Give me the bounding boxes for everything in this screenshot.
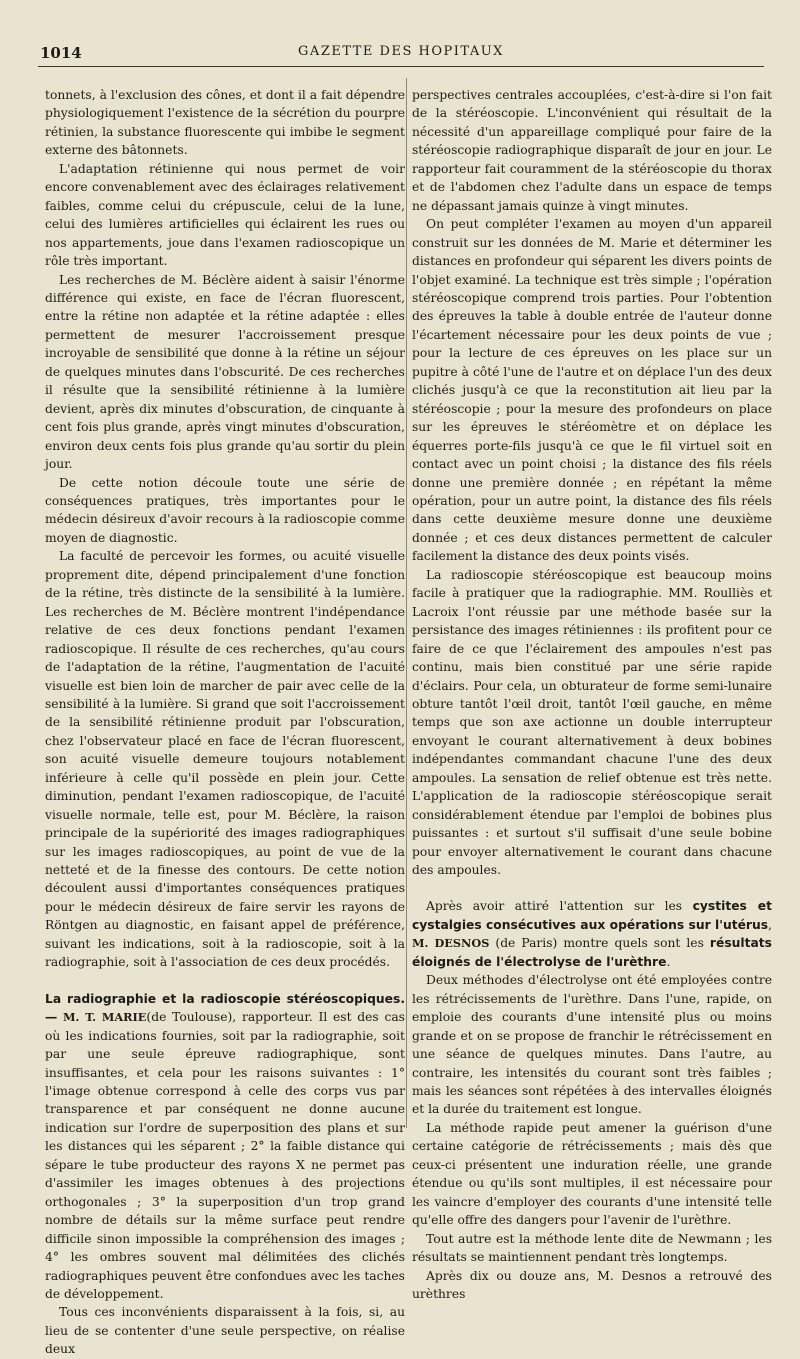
section-text: (de Toulouse), rapporteur. Il est des cas où les indications fournies, soit par la radiographie, soit par une seule épreuve radiographique, sont insuffisantes, et cela pour les raisons suivantes : 1° l'image obtenue correspond à celle des corps vus par transparence et par conséquent ne donne aucune indication sur l'ordre de superposition des plans et sur les distances qui les séparent ; 2° la faible distance qui sépare le tube producteur des rayons X ne permet pas d'assimiler les images obtenues à des projections orthogonales ; 3° la superposition d'un trop grand nombre de détails sur la même surface peut rendre difficile sinon impossible la compréhension des images ; 4° les ombres souvent mal délimitées des clichés radiographiques peuvent être confondues avec les taches de développement. — [45, 1010, 405, 1301]
page-header — [38, 44, 764, 67]
section-paragraph — [45, 990, 405, 1304]
page-number: 1014 — [40, 44, 82, 62]
desnos-intro-paragraph — [412, 897, 772, 971]
column-divider — [406, 78, 407, 1128]
paragraph: Tout autre est la méthode lente dite de Newmann ; les résultats se maintiennent pendant très longtemps. — [412, 1231, 772, 1265]
author-name: M. T. MARIE — [63, 1010, 147, 1025]
paragraph: Tous ces inconvénients disparaissent à la fois, si, au lieu de se contenter d'une seule perspective, on réalise deux — [45, 1305, 405, 1357]
bold-topic: résultats éloignés de l'électrolyse de l'urèthre — [412, 936, 772, 969]
right-column — [412, 86, 772, 1303]
paragraph: L'adaptation rétinienne qui nous permet de voir encore convenablement avec des éclairages relativement faibles, comme celui du crépuscule, celui de la lune, celui des lumières artificielles qui éclairent les rues ou nos appartements, joue dans l'examen radioscopique un rôle très important. — [45, 161, 405, 269]
text-run: . — [666, 954, 671, 969]
left-column — [45, 86, 405, 1359]
paragraph: De cette notion découle toute une série de conséquences pratiques, très importantes pour le médecin désireux d'avoir recours à la radioscopie comme moyen de diagnostic. — [45, 475, 405, 545]
journal-title: GAZETTE DES HOPITAUX — [298, 44, 504, 59]
section-heading: La radiographie et la radioscopie stéréoscopiques. — — [45, 991, 405, 1025]
paragraph: Deux méthodes d'électrolyse ont été employées contre les rétrécissements de l'urèthre. Dans l'une, rapide, on emploie des courants d'une intensité plus ou moins grande et on se propose de franchir le rétrécissement en une séance de quelques minutes. Dans l'autre, au contraire, les intensités du courant sont très faibles ; mais les séances sont répétées à des intervalles éloignés et la durée du traitement est longue. — [412, 973, 772, 1117]
paragraph: perspectives centrales accouplées, c'est-à-dire si l'on fait de la stéréoscopie. L'inconvénient qui résultait de la nécessité d'un appareillage compliqué pour faire de la stéréoscopie radiographique disparaît de jour en jour. Le rapporteur fait couramment de la stéréoscopie du thorax et de l'abdomen chez l'adulte dans un espace de temps ne dépassant jamais quinze à vingt minutes. — [412, 88, 772, 213]
author-name: M. DESNOS — [412, 936, 490, 951]
text-run: Après avoir attiré l'attention sur les — [426, 899, 693, 914]
paragraph: On peut compléter l'examen au moyen d'un appareil construit sur les données de M. Marie et déterminer les distances en profondeur qui séparent les divers points de l'objet examiné. La technique est très simple ; l'opération stéréoscopique comprend trois parties. Pour l'obtention des épreuves la table à double entrée de l'auteur donne l'écartement nécessaire pour les deux points de vue ; pour la lecture de ces épreuves on les place sur un pupitre à côté l'une de l'autre et on déplace l'un des deux clichés jusqu'à ce que la reconstitution ait lieu par la stéréoscopie ; pour la mesure des profondeurs on place sur les épreuves le stéréomètre et on déplace les équerres porte-fils jusqu'à ce que le fil virtuel soit en contact avec un point choisi ; la distance des fils réels donne une première donnée ; en répétant la même opération, pour un autre point, la distance des fils réels dans cette deuxième mesure donne une deuxième donnée ; et ces deux distances permettent de calculer facilement la distance des deux points visés. — [412, 217, 772, 564]
paragraph: Après dix ou douze ans, M. Desnos a retrouvé des urèthres — [412, 1268, 772, 1301]
paragraph: La faculté de percevoir les formes, ou acuité visuelle proprement dite, dépend principalement d'une fonction de la rétine, très distincte de la sensibilité à la lumière. Les recherches de M. Béclère montrent l'indépendance relative de ces deux fonctions pendant l'examen radioscopique. Il résulte de ces recherches, qu'au cours de l'adaptation de la rétine, l'augmentation de l'acuité visuelle est bien loin de marcher de pair avec celle de la sensibilité à la lumière. Si grand que soit l'accroissement de la sensibilité rétinienne produit par l'obscuration, chez l'observateur placé en face de l'écran fluorescent, son acuité visuelle demeure toujours notablement inférieure à celle qu'il possède en plein jour. Cette diminution, pendant l'examen radioscopique, de l'acuité visuelle normale, telle est, pour M. Béclère, la raison principale de la supériorité des images radiographiques sur les images radioscopiques, au point de vue de la netteté et de la finesse des contours. De cette notion découlent aussi d'importantes conséquences pratiques pour le médecin désireux de faire servir les rayons de Röntgen au diagnostic, en faisant appel de préférence, suivant les indications, soit à la radioscopie, soit à la radiographie, soit à l'association de ces deux procédés. — [45, 549, 405, 970]
paragraph: La méthode rapide peut amener la guérison d'une certaine catégorie de rétrécissements ; mais dès que ceux-ci présentent une induration réelle, une grande étendue ou qu'ils sont multiples, il est nécessaire pour les vaincre d'employer des courants d'une intensité telle qu'elle offre des dangers pour l'avenir de l'urèthre. — [412, 1120, 772, 1228]
bold-topic: cystites et cystalgies consécutives aux opérations sur l'utérus — [412, 899, 772, 932]
text-run: (de Paris) montre quels sont les — [489, 936, 710, 951]
paragraph: Les recherches de M. Béclère aident à saisir l'énorme différence qui existe, en face de l'écran fluorescent, entre la rétine non adaptée et la rétine adaptée : elles permettent de mesurer l'accroissement presque incroyable de sensibilité que donne à la rétine un séjour de quelques minutes dans l'obscurité. De ces recherches il résulte que la sensibilité rétinienne à la lumière devient, après dix minutes d'obscuration, de cinquante à cent fois plus grande, après vingt minutes d'obscuration, environ deux cents fois plus grande qu'au sortir du plein jour. — [45, 272, 405, 472]
text-run: , — [768, 917, 772, 932]
paragraph: La radioscopie stéréoscopique est beaucoup moins facile à pratiquer que la radiographie. MM. Roulliès et Lacroix l'ont réussie par une méthode basée sur la persistance des images rétiniennes : ils profitent pour ce faire de ce que l'éclairement des ampoules n'est pas continu, mais bien constitué par une série rapide d'éclairs. Pour cela, un obturateur de forme semi-lunaire obture tantôt l'œil droit, tantôt l'œil gauche, en même temps que son axe actionne un double interrupteur envoyant le courant alternativement à deux bobines indépendantes commandant chacune l'une des deux ampoules. La sensation de relief obtenue est très nette. L'application de la radioscopie stéréoscopique serait considérablement étendue par l'emploi de bobines plus puissantes : et surtout s'il suffisait d'une seule bobine pour envoyer alternativement le courant dans chacune des ampoules. — [412, 567, 772, 878]
paragraph: tonnets, à l'exclusion des cônes, et dont il a fait dépendre physiologiquement l'existence de la sécrétion du pourpre rétinien, la substance fluorescente qui imbibe le segment externe des bâtonnets. — [45, 88, 405, 158]
